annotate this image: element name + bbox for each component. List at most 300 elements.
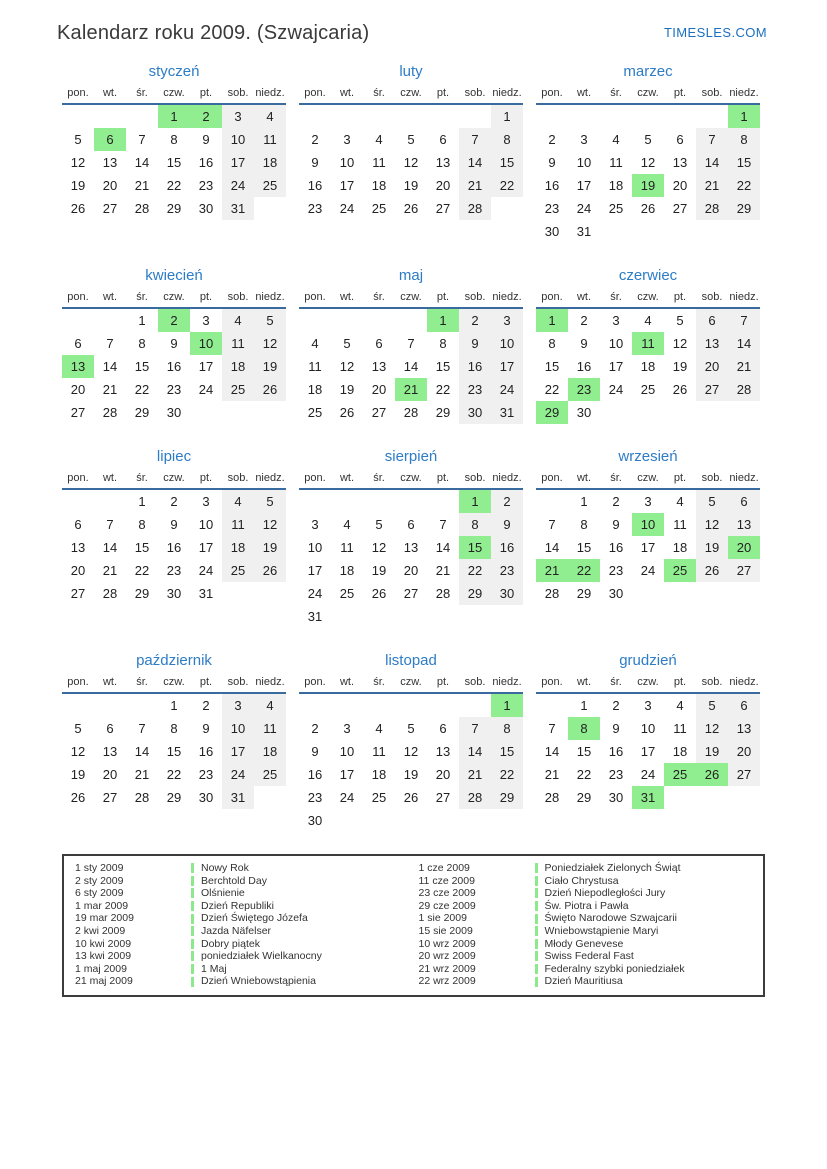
weekday-header: pon. xyxy=(62,674,94,693)
day-cell: 17 xyxy=(576,178,592,193)
weekday-header: pon. xyxy=(536,470,568,489)
empty-cell xyxy=(728,401,760,424)
month-title: wrzesień xyxy=(618,448,678,465)
day-cell: 24 xyxy=(198,382,214,397)
holiday-marker-icon xyxy=(191,914,194,924)
day-cell: 5 xyxy=(74,132,82,147)
day-cell: 16 xyxy=(491,536,523,559)
day-cell: 22 xyxy=(728,174,760,197)
day-cell: 27 xyxy=(70,405,86,420)
day-cell: 1 xyxy=(138,313,146,328)
weekday-header: czw. xyxy=(632,289,664,308)
day-cell: 30 xyxy=(544,224,560,239)
day-cell: 10 xyxy=(190,332,222,355)
weekday-header: czw. xyxy=(158,470,190,489)
day-cell: 11 xyxy=(254,128,286,151)
day-cell: 6 xyxy=(74,336,82,351)
day-cell: 30 xyxy=(576,405,592,420)
day-cell: 9 xyxy=(491,513,523,536)
day-cell: 15 xyxy=(544,359,560,374)
weekday-header: czw. xyxy=(395,85,427,104)
day-cell: 6 xyxy=(439,132,447,147)
day-cell: 9 xyxy=(170,336,178,351)
day-cell: 17 xyxy=(222,740,254,763)
weekday-header: wt. xyxy=(331,289,363,308)
day-cell: 1 xyxy=(580,494,588,509)
month-calendar xyxy=(299,448,523,628)
weekday-header: pon. xyxy=(536,674,568,693)
weekday-header: sob. xyxy=(459,674,491,693)
month-grid xyxy=(299,674,523,832)
day-cell: 26 xyxy=(672,382,688,397)
day-cell: 17 xyxy=(307,563,323,578)
empty-cell xyxy=(363,809,395,832)
empty-cell xyxy=(427,104,459,128)
day-cell: 22 xyxy=(491,763,523,786)
day-cell: 11 xyxy=(609,155,623,170)
weekday-header: pon. xyxy=(536,289,568,308)
day-cell: 2 xyxy=(170,494,178,509)
day-cell: 20 xyxy=(672,178,688,193)
day-cell: 13 xyxy=(435,155,451,170)
empty-cell xyxy=(299,308,331,332)
legend-name: Dzień Republiki xyxy=(201,899,274,912)
empty-cell xyxy=(254,401,286,424)
day-cell: 13 xyxy=(728,513,760,536)
day-cell: 18 xyxy=(371,767,387,782)
empty-cell xyxy=(728,582,760,605)
day-cell: 24 xyxy=(640,563,656,578)
day-cell: 3 xyxy=(222,104,254,128)
day-cell: 14 xyxy=(696,151,728,174)
day-cell: 7 xyxy=(138,132,146,147)
empty-cell xyxy=(126,693,158,717)
day-cell: 14 xyxy=(544,744,560,759)
empty-cell xyxy=(696,582,728,605)
day-cell: 29 xyxy=(134,405,150,420)
weekday-header: sob. xyxy=(696,470,728,489)
month-title: lipiec xyxy=(156,448,192,465)
day-cell: 12 xyxy=(339,359,355,374)
empty-cell xyxy=(459,605,491,628)
day-cell: 20 xyxy=(696,355,728,378)
day-cell: 2 xyxy=(311,132,319,147)
legend-name: Św. Piotra i Pawła xyxy=(544,899,629,912)
weekday-header: sob. xyxy=(459,470,491,489)
day-cell: 28 xyxy=(102,586,118,601)
month-title: listopad xyxy=(385,652,437,669)
empty-cell xyxy=(331,693,363,717)
weekday-header: pt. xyxy=(664,470,696,489)
day-cell: 1 xyxy=(728,104,760,128)
legend-column-left xyxy=(70,862,414,988)
day-cell: 28 xyxy=(459,786,491,809)
empty-cell xyxy=(363,104,395,128)
weekday-header: wt. xyxy=(331,85,363,104)
legend-date: 22 wrz 2009 xyxy=(418,975,476,988)
legend-name: Dzień Niepodległości Jury xyxy=(544,887,666,900)
empty-cell xyxy=(696,786,728,809)
day-cell: 21 xyxy=(728,355,760,378)
weekday-header: sob. xyxy=(222,289,254,308)
day-cell: 4 xyxy=(254,693,286,717)
legend-date: 1 sie 2009 xyxy=(418,912,467,925)
day-cell: 21 xyxy=(544,767,560,782)
day-cell: 27 xyxy=(102,201,118,216)
empty-cell xyxy=(632,104,664,128)
weekday-header: wt. xyxy=(568,85,600,104)
empty-cell xyxy=(363,308,395,332)
day-cell: 22 xyxy=(166,767,182,782)
day-cell: 1 xyxy=(427,308,459,332)
month-calendar xyxy=(62,267,286,424)
day-cell: 1 xyxy=(459,489,491,513)
empty-cell xyxy=(696,220,728,243)
weekday-header: wt. xyxy=(568,470,600,489)
day-cell: 10 xyxy=(339,155,355,170)
day-cell: 30 xyxy=(491,582,523,605)
empty-cell xyxy=(600,401,632,424)
empty-cell xyxy=(254,197,286,220)
month-grid xyxy=(62,85,286,220)
empty-cell xyxy=(491,809,523,832)
day-cell: 26 xyxy=(254,559,286,582)
day-cell: 8 xyxy=(491,717,523,740)
month-title: czerwiec xyxy=(618,267,678,284)
weekday-header: pon. xyxy=(62,289,94,308)
day-cell: 27 xyxy=(672,201,688,216)
empty-cell xyxy=(94,308,126,332)
empty-cell xyxy=(459,693,491,717)
empty-cell xyxy=(696,401,728,424)
day-cell: 24 xyxy=(339,201,355,216)
month-title: sierpień xyxy=(384,448,438,465)
empty-cell xyxy=(395,308,427,332)
legend-name: Berchtold Day xyxy=(201,874,267,887)
empty-cell xyxy=(427,693,459,717)
empty-cell xyxy=(459,104,491,128)
day-cell: 6 xyxy=(696,308,728,332)
day-cell: 26 xyxy=(371,586,387,601)
day-cell: 30 xyxy=(459,401,491,424)
day-cell: 21 xyxy=(435,563,451,578)
day-cell: 6 xyxy=(94,128,126,151)
weekday-header: czw. xyxy=(158,674,190,693)
legend-date: 1 mar 2009 xyxy=(75,899,129,912)
day-cell: 15 xyxy=(435,359,451,374)
weekday-header: śr. xyxy=(600,470,632,489)
legend-name: Ciało Chrystusa xyxy=(544,874,619,887)
day-cell: 1 xyxy=(491,693,523,717)
page-title: Kalendarz roku 2009. (Szwajcaria) xyxy=(57,22,370,44)
legend-row xyxy=(414,975,758,988)
day-cell: 13 xyxy=(435,744,451,759)
legend-name: Dobry piątek xyxy=(201,937,260,950)
month-calendar xyxy=(299,267,523,424)
day-cell: 22 xyxy=(459,559,491,582)
day-cell: 3 xyxy=(343,721,351,736)
day-cell: 11 xyxy=(673,721,687,736)
day-cell: 25 xyxy=(307,405,323,420)
empty-cell xyxy=(491,197,523,220)
weekday-header: niedz. xyxy=(728,470,760,489)
empty-cell xyxy=(395,693,427,717)
month-grid xyxy=(62,674,286,809)
legend-name: Federalny szybki poniedziałek xyxy=(544,962,685,975)
day-cell: 5 xyxy=(696,693,728,717)
day-cell: 7 xyxy=(728,308,760,332)
day-cell: 16 xyxy=(576,359,592,374)
legend-date: 1 cze 2009 xyxy=(418,862,470,874)
weekday-header: wt. xyxy=(94,85,126,104)
day-cell: 31 xyxy=(222,197,254,220)
day-cell: 24 xyxy=(339,790,355,805)
day-cell: 25 xyxy=(339,586,355,601)
weekday-header: pt. xyxy=(664,289,696,308)
day-cell: 5 xyxy=(254,489,286,513)
day-cell: 21 xyxy=(536,559,568,582)
legend-date: 10 kwi 2009 xyxy=(75,937,132,950)
legend-row xyxy=(414,963,758,976)
holiday-marker-icon xyxy=(191,901,194,911)
holiday-marker-icon xyxy=(535,926,538,936)
legend-row xyxy=(70,887,414,900)
legend-row xyxy=(70,938,414,951)
holiday-marker-icon xyxy=(191,876,194,886)
day-cell: 23 xyxy=(608,563,624,578)
day-cell: 22 xyxy=(576,767,592,782)
day-cell: 21 xyxy=(134,178,150,193)
day-cell: 3 xyxy=(580,132,588,147)
weekday-header: sob. xyxy=(222,470,254,489)
day-cell: 10 xyxy=(339,744,355,759)
empty-cell xyxy=(664,786,696,809)
legend-date: 10 wrz 2009 xyxy=(418,937,476,950)
day-cell: 8 xyxy=(568,717,600,740)
day-cell: 15 xyxy=(491,151,523,174)
day-cell: 18 xyxy=(371,178,387,193)
month-grid xyxy=(299,470,523,628)
day-cell: 13 xyxy=(371,359,387,374)
day-cell: 23 xyxy=(544,201,560,216)
day-cell: 18 xyxy=(672,540,688,555)
weekday-header: pt. xyxy=(190,289,222,308)
legend-name: Dzień Mauritiusa xyxy=(544,975,623,988)
day-cell: 19 xyxy=(70,767,86,782)
legend-date: 2 sty 2009 xyxy=(75,874,124,887)
empty-cell xyxy=(62,104,94,128)
weekday-header: pt. xyxy=(427,674,459,693)
day-cell: 25 xyxy=(371,201,387,216)
holiday-marker-icon xyxy=(191,964,194,974)
day-cell: 6 xyxy=(106,721,114,736)
day-cell: 19 xyxy=(672,359,688,374)
day-cell: 23 xyxy=(307,790,323,805)
day-cell: 4 xyxy=(644,313,652,328)
day-cell: 8 xyxy=(439,336,447,351)
day-cell: 15 xyxy=(576,744,592,759)
day-cell: 28 xyxy=(544,790,560,805)
empty-cell xyxy=(94,489,126,513)
empty-cell xyxy=(664,104,696,128)
legend-name: Jazda Näfelser xyxy=(201,924,272,937)
day-cell: 1 xyxy=(158,104,190,128)
day-cell: 4 xyxy=(311,336,319,351)
weekday-header: wt. xyxy=(94,674,126,693)
weekday-header: pt. xyxy=(190,674,222,693)
weekday-header: pon. xyxy=(299,470,331,489)
day-cell: 24 xyxy=(198,563,214,578)
day-cell: 7 xyxy=(459,717,491,740)
day-cell: 27 xyxy=(728,763,760,786)
day-cell: 11 xyxy=(222,332,254,355)
day-cell: 12 xyxy=(70,744,86,759)
day-cell: 29 xyxy=(536,401,568,424)
legend-name: Nowy Rok xyxy=(201,862,249,874)
day-cell: 16 xyxy=(459,355,491,378)
month-title: maj xyxy=(398,267,424,284)
day-cell: 28 xyxy=(544,586,560,601)
day-cell: 28 xyxy=(102,405,118,420)
day-cell: 30 xyxy=(307,813,323,828)
day-cell: 19 xyxy=(696,536,728,559)
holiday-marker-icon xyxy=(191,939,194,949)
empty-cell xyxy=(254,582,286,605)
empty-cell xyxy=(299,489,331,513)
day-cell: 12 xyxy=(696,717,728,740)
day-cell: 30 xyxy=(166,586,182,601)
day-cell: 25 xyxy=(371,790,387,805)
day-cell: 23 xyxy=(198,178,214,193)
day-cell: 8 xyxy=(170,132,178,147)
day-cell: 14 xyxy=(102,540,118,555)
day-cell: 4 xyxy=(343,517,351,532)
day-cell: 19 xyxy=(632,174,664,197)
holiday-marker-icon xyxy=(535,888,538,898)
empty-cell xyxy=(299,104,331,128)
day-cell: 13 xyxy=(728,717,760,740)
day-cell: 14 xyxy=(728,332,760,355)
empty-cell xyxy=(94,104,126,128)
day-cell: 8 xyxy=(459,513,491,536)
day-cell: 5 xyxy=(407,132,415,147)
weekday-header: niedz. xyxy=(254,470,286,489)
holiday-marker-icon xyxy=(191,951,194,961)
day-cell: 29 xyxy=(459,582,491,605)
day-cell: 30 xyxy=(608,790,624,805)
weekday-header: niedz. xyxy=(491,85,523,104)
day-cell: 11 xyxy=(372,155,386,170)
day-cell: 30 xyxy=(198,201,214,216)
day-cell: 6 xyxy=(728,693,760,717)
day-cell: 5 xyxy=(676,313,684,328)
day-cell: 2 xyxy=(612,494,620,509)
weekday-header: pt. xyxy=(427,470,459,489)
day-cell: 28 xyxy=(403,405,419,420)
weekday-header: pon. xyxy=(299,674,331,693)
day-cell: 28 xyxy=(435,586,451,601)
day-cell: 31 xyxy=(632,786,664,809)
empty-cell xyxy=(331,104,363,128)
weekday-header: czw. xyxy=(632,470,664,489)
day-cell: 15 xyxy=(728,151,760,174)
weekday-header: śr. xyxy=(363,289,395,308)
weekday-header: pon. xyxy=(299,289,331,308)
holiday-marker-icon xyxy=(535,901,538,911)
legend-column-right xyxy=(414,862,758,988)
holiday-marker-icon xyxy=(191,926,194,936)
weekday-header: wt. xyxy=(94,470,126,489)
day-cell: 28 xyxy=(459,197,491,220)
day-cell: 18 xyxy=(254,740,286,763)
weekday-header: czw. xyxy=(158,289,190,308)
day-cell: 15 xyxy=(459,536,491,559)
weekday-header: niedz. xyxy=(254,674,286,693)
day-cell: 21 xyxy=(459,174,491,197)
empty-cell xyxy=(331,489,363,513)
day-cell: 15 xyxy=(491,740,523,763)
day-cell: 7 xyxy=(548,721,556,736)
day-cell: 5 xyxy=(254,308,286,332)
weekday-header: śr. xyxy=(600,289,632,308)
day-cell: 26 xyxy=(70,201,86,216)
legend-row xyxy=(70,875,414,888)
day-cell: 6 xyxy=(375,336,383,351)
empty-cell xyxy=(427,489,459,513)
day-cell: 17 xyxy=(198,359,214,374)
day-cell: 1 xyxy=(138,494,146,509)
day-cell: 13 xyxy=(403,540,419,555)
empty-cell xyxy=(331,809,363,832)
day-cell: 16 xyxy=(198,155,214,170)
weekday-header: sob. xyxy=(459,85,491,104)
day-cell: 10 xyxy=(608,336,624,351)
day-cell: 19 xyxy=(371,563,387,578)
weekday-header: pt. xyxy=(664,85,696,104)
day-cell: 3 xyxy=(644,494,652,509)
day-cell: 26 xyxy=(70,790,86,805)
month-title: marzec xyxy=(623,63,673,80)
legend-date: 6 sty 2009 xyxy=(75,887,124,900)
day-cell: 25 xyxy=(608,201,624,216)
day-cell: 4 xyxy=(612,132,620,147)
weekday-header: pon. xyxy=(536,85,568,104)
day-cell: 17 xyxy=(198,540,214,555)
day-cell: 12 xyxy=(70,155,86,170)
day-cell: 14 xyxy=(134,744,150,759)
empty-cell xyxy=(126,104,158,128)
site-link[interactable]: TIMESLES.COM xyxy=(663,25,767,40)
month-grid xyxy=(536,674,760,809)
day-cell: 16 xyxy=(166,540,182,555)
day-cell: 25 xyxy=(222,559,254,582)
day-cell: 23 xyxy=(608,767,624,782)
day-cell: 27 xyxy=(70,586,86,601)
day-cell: 3 xyxy=(612,313,620,328)
weekday-header: śr. xyxy=(363,85,395,104)
day-cell: 7 xyxy=(696,128,728,151)
day-cell: 31 xyxy=(307,609,323,624)
day-cell: 1 xyxy=(536,308,568,332)
day-cell: 13 xyxy=(102,155,118,170)
weekday-header: czw. xyxy=(632,674,664,693)
weekday-header: pon. xyxy=(62,470,94,489)
empty-cell xyxy=(664,220,696,243)
day-cell: 29 xyxy=(166,201,182,216)
day-cell: 4 xyxy=(676,698,684,713)
day-cell: 28 xyxy=(696,197,728,220)
weekday-header: pt. xyxy=(190,85,222,104)
